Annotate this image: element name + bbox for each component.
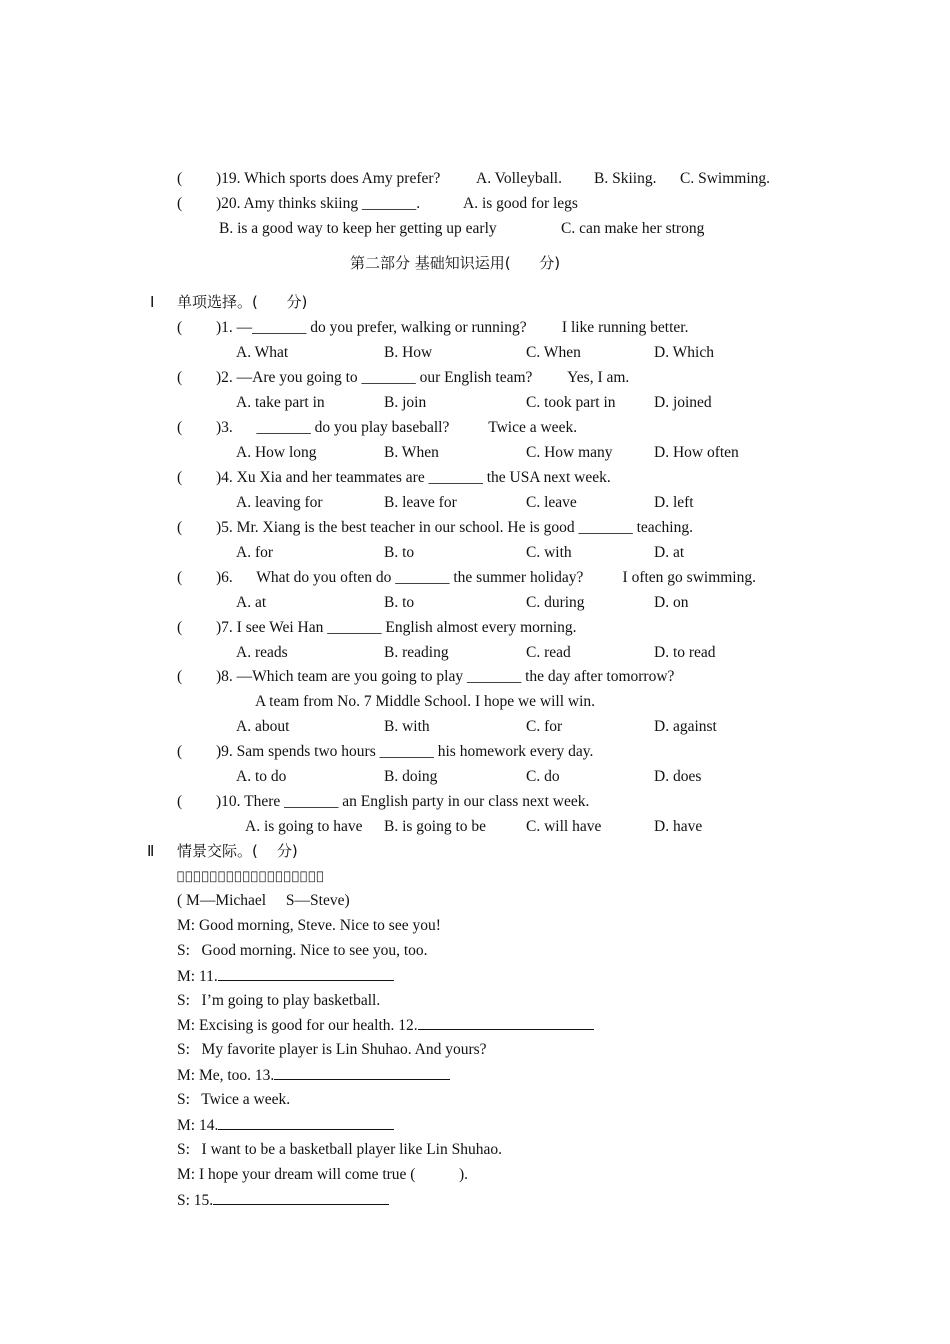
q8-stem-reply:   A team from No. 7 Middle School. I hope we will win. — [236, 693, 596, 710]
q2-option-a: A. take part in — [236, 394, 325, 411]
answer-blank-15[interactable] — [213, 1190, 389, 1205]
q19-option-c: C. Swimming. — [680, 170, 771, 187]
q3-paren: ( — [177, 419, 183, 436]
dialogue-text: M: Good morning, Steve. Nice to see you! — [177, 917, 441, 934]
q8-option-c: C. for — [526, 718, 563, 735]
q20-option-c: C. can make her strong — [561, 220, 705, 237]
q1-option-c: C. When — [526, 344, 581, 361]
q4-option-a: A. leaving for — [236, 494, 323, 511]
dialogue-line-3 — [177, 966, 394, 987]
q1-paren: ( — [177, 319, 183, 336]
dialogue-line-4 — [177, 991, 380, 1011]
q7-option-b: B. reading — [384, 644, 449, 661]
q19-paren: ( — [177, 170, 183, 187]
q10-option-c: C. will have — [526, 818, 602, 835]
dialogue-line-11 — [177, 1165, 468, 1185]
q10-stem: )10. There _______ an English party in our class next week. — [216, 793, 590, 810]
dialogue-roles: ( M—Michael  S—Steve) — [177, 892, 350, 909]
q9-paren: ( — [177, 743, 183, 760]
q4-option-d: D. left — [654, 494, 694, 511]
q19-option-b: B. Skiing. — [594, 170, 657, 187]
q9-stem: )9. Sam spends two hours _______ his homework every day. — [216, 743, 594, 760]
q10-option-b: B. is going to be — [384, 818, 487, 835]
q1-option-d: D. Which — [654, 344, 714, 361]
q19-option-a: A. Volleyball. — [476, 170, 562, 187]
q3-option-a: A. How long — [236, 444, 317, 461]
q4-option-c: C. leave — [526, 494, 577, 511]
section2-heading: 情景交际。( 分) — [177, 842, 298, 860]
dialogue-line-5 — [177, 1015, 594, 1036]
dialogue-text: M: 11. — [177, 968, 218, 985]
q7-option-d: D. to read — [654, 644, 716, 661]
q5-option-a: A. for — [236, 544, 274, 561]
q5-option-d: D. at — [654, 544, 685, 561]
dialogue-text: S: 15. — [177, 1192, 214, 1209]
q1-stem: )1. —_______ do you prefer, walking or running?   I like running better. — [216, 319, 689, 336]
answer-blank-11[interactable] — [218, 966, 394, 981]
q5-stem: )5. Mr. Xiang is the best teacher in our school. He is good _______ teaching. — [216, 519, 693, 536]
q3-option-c: C. How many — [526, 444, 613, 461]
section1-heading: 单项选择。( 分) — [177, 293, 308, 311]
q9-option-a: A. to do — [236, 768, 287, 785]
q1-option-b: B. How — [384, 344, 433, 361]
dialogue-text: S: My favorite player is Lin Shuhao. And yours? — [177, 1041, 487, 1058]
q3-option-d: D. How often — [654, 444, 739, 461]
q7-option-a: A. reads — [236, 644, 288, 661]
dialogue-line-10 — [177, 1140, 502, 1160]
q20-option-b: B. is a good way to keep her getting up early — [219, 220, 497, 237]
q2-option-d: D. joined — [654, 394, 712, 411]
q4-option-b: B. leave for — [384, 494, 457, 511]
dialogue-line-7 — [177, 1065, 450, 1086]
dialogue-text: S: Good morning. Nice to see you, too. — [177, 942, 428, 959]
dialogue-line-2 — [177, 941, 428, 961]
section2-numeral: Ⅱ — [147, 842, 155, 860]
dialogue-line-9 — [177, 1115, 394, 1136]
q9-option-c: C. do — [526, 768, 560, 785]
q20-stem: )20. Amy thinks skiing _______. — [216, 195, 421, 212]
q8-option-a: A. about — [236, 718, 290, 735]
q9-option-b: B. doing — [384, 768, 438, 785]
q7-paren: ( — [177, 619, 183, 636]
q10-option-d: D. have — [654, 818, 703, 835]
q6-stem: )6.   What do you often do _______ the summer holiday?   I often go swimming. — [216, 569, 756, 586]
q8-stem: )8. —Which team are you going to play _______ the day after tomorrow? — [216, 668, 675, 685]
q19-stem: )19. Which sports does Amy prefer? — [216, 170, 441, 187]
section1-numeral: Ⅰ — [150, 293, 155, 311]
q5-option-b: B. to — [384, 544, 415, 561]
dialogue-text: S: Twice a week. — [177, 1091, 291, 1108]
q1-option-a: A. What — [236, 344, 289, 361]
q7-option-c: C. read — [526, 644, 571, 661]
dialogue-text: M: Me, too. 13. — [177, 1067, 275, 1084]
q6-option-b: B. to — [384, 594, 415, 611]
dialogue-line-6 — [177, 1040, 487, 1060]
answer-blank-13[interactable] — [274, 1065, 450, 1080]
q5-option-c: C. with — [526, 544, 572, 561]
q8-option-b: B. with — [384, 718, 430, 735]
section2-instruction:                    — [177, 869, 325, 883]
answer-blank-14[interactable] — [218, 1115, 394, 1130]
q8-paren: ( — [177, 668, 183, 685]
q10-option-a: A. is going to have — [245, 818, 363, 835]
part2-title: 第二部分 基础知识运用( 分) — [350, 254, 561, 272]
q2-paren: ( — [177, 369, 183, 386]
q10-paren: ( — [177, 793, 183, 810]
q6-option-d: D. on — [654, 594, 689, 611]
q4-stem: )4. Xu Xia and her teammates are _______ the USA next week. — [216, 469, 611, 486]
q6-paren: ( — [177, 569, 183, 586]
q7-stem: )7. I see Wei Han _______ English almost every morning. — [216, 619, 577, 636]
answer-blank-12[interactable] — [418, 1015, 594, 1030]
q20-option-a: A. is good for legs — [463, 195, 578, 212]
dialogue-text: S: I want to be a basketball player like Lin Shuhao. — [177, 1141, 502, 1158]
q2-option-b: B. join — [384, 394, 427, 411]
q3-option-b: B. When — [384, 444, 439, 461]
dialogue-text: M: 14. — [177, 1117, 219, 1134]
q4-paren: ( — [177, 469, 183, 486]
dialogue-line-12 — [177, 1190, 389, 1211]
q6-option-c: C. during — [526, 594, 585, 611]
q20-paren: ( — [177, 195, 183, 212]
q3-stem: )3.   _______ do you play baseball?   Twice a week. — [216, 419, 578, 436]
dialogue-line-1 — [177, 916, 441, 936]
q9-option-d: D. does — [654, 768, 702, 785]
q8-option-d: D. against — [654, 718, 717, 735]
q6-option-a: A. at — [236, 594, 267, 611]
dialogue-text: M: Excising is good for our health. 12. — [177, 1017, 418, 1034]
dialogue-text: S: I’m going to play basketball. — [177, 992, 381, 1009]
q2-option-c: C. took part in — [526, 394, 616, 411]
q5-paren: ( — [177, 519, 183, 536]
q2-stem: )2. —Are you going to _______ our English team?   Yes, I am. — [216, 369, 630, 386]
dialogue-text: M: I hope your dream will come true (   ). — [177, 1166, 468, 1183]
dialogue-line-8 — [177, 1090, 290, 1110]
